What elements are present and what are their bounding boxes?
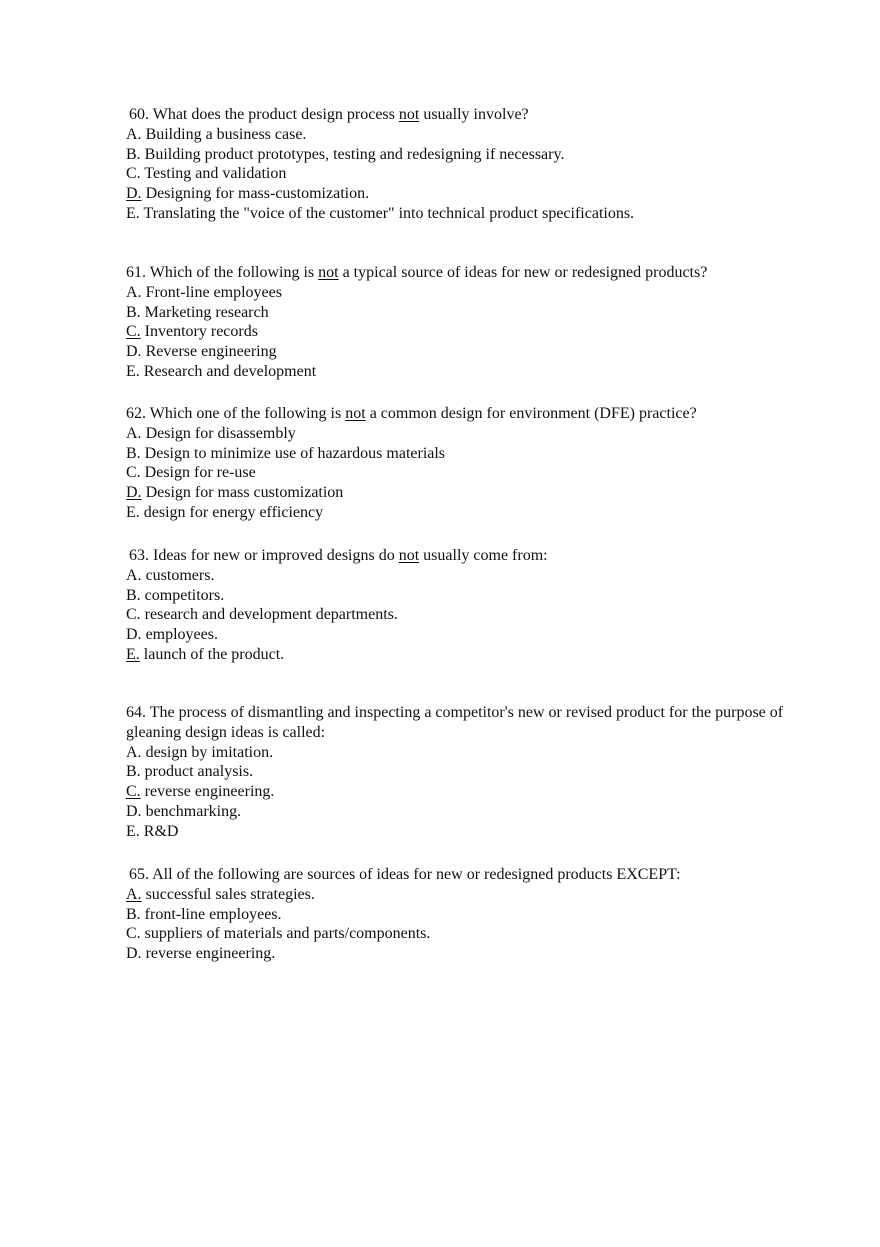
option-c: C. Design for re-use [126, 464, 256, 482]
answer-marker: C. [126, 323, 141, 341]
question-62 [126, 404, 786, 523]
option-a: A. customers. [126, 566, 215, 584]
option-a: A. successful sales strategies. [126, 885, 315, 903]
question-61 [126, 263, 786, 382]
question-stem: 62. Which one of the following is not a common design for environment (DFE) practice? [126, 405, 697, 422]
option-a: A. design by imitation. [126, 743, 274, 761]
question-65 [126, 865, 786, 964]
option-d: D. Designing for mass-customization. [126, 185, 370, 203]
option-c: C. Inventory records [126, 323, 258, 341]
answer-marker: A. [126, 885, 142, 903]
question-stem: 61. Which of the following is not a typical source of ideas for new or redesigned products? [126, 264, 708, 281]
option-c: C. reverse engineering. [126, 783, 275, 801]
option-e: E. Translating the "voice of the customer" into technical product specifications. [126, 204, 635, 222]
option-e: E. design for energy efficiency [126, 503, 324, 521]
option-a: A. Front-line employees [126, 283, 282, 301]
answer-marker: C. [126, 783, 141, 801]
option-e: E. launch of the product. [126, 645, 285, 663]
option-d: D. benchmarking. [126, 802, 242, 820]
question-stem: 65. All of the following are sources of ideas for new or redesigned products EXCEPT: [129, 866, 681, 883]
emphasis-not: not [345, 405, 366, 422]
option-b: B. Building product prototypes, testing and redesigning if necessary. [126, 145, 565, 163]
question-63 [126, 546, 786, 665]
option-b: B. competitors. [126, 586, 225, 604]
question-64 [126, 703, 786, 842]
option-d: D. Reverse engineering [126, 343, 277, 361]
question-stem: 63. Ideas for new or improved designs do not usually come from: [129, 547, 548, 564]
question-stem: 64. The process of dismantling and inspecting a competitor's new or revised product for the purpose of gleaning design ideas is called: [126, 704, 784, 741]
question-60 [126, 105, 786, 224]
option-d: D. employees. [126, 626, 218, 644]
option-b: B. Design to minimize use of hazardous materials [126, 444, 446, 462]
option-c: C. suppliers of materials and parts/components. [126, 925, 431, 943]
option-a: A. Design for disassembly [126, 424, 296, 442]
answer-marker: D. [126, 185, 142, 203]
option-c: C. Testing and validation [126, 165, 287, 183]
option-b: B. Marketing research [126, 303, 269, 321]
option-e: E. R&D [126, 822, 179, 840]
emphasis-not: not [398, 106, 420, 123]
answer-marker: D. [126, 484, 142, 502]
option-b: B. product analysis. [126, 763, 254, 781]
option-d: D. Design for mass customization [126, 484, 344, 502]
option-a: A. Building a business case. [126, 125, 307, 143]
option-b: B. front-line employees. [126, 905, 282, 923]
option-e: E. Research and development [126, 362, 317, 380]
emphasis-not: not [398, 547, 420, 564]
option-c: C. research and development departments. [126, 606, 398, 624]
question-stem: 60. What does the product design process not usually involve? [129, 106, 529, 123]
option-d: D. reverse engineering. [126, 945, 276, 963]
answer-marker: E. [126, 645, 140, 663]
emphasis-not: not [318, 264, 339, 281]
